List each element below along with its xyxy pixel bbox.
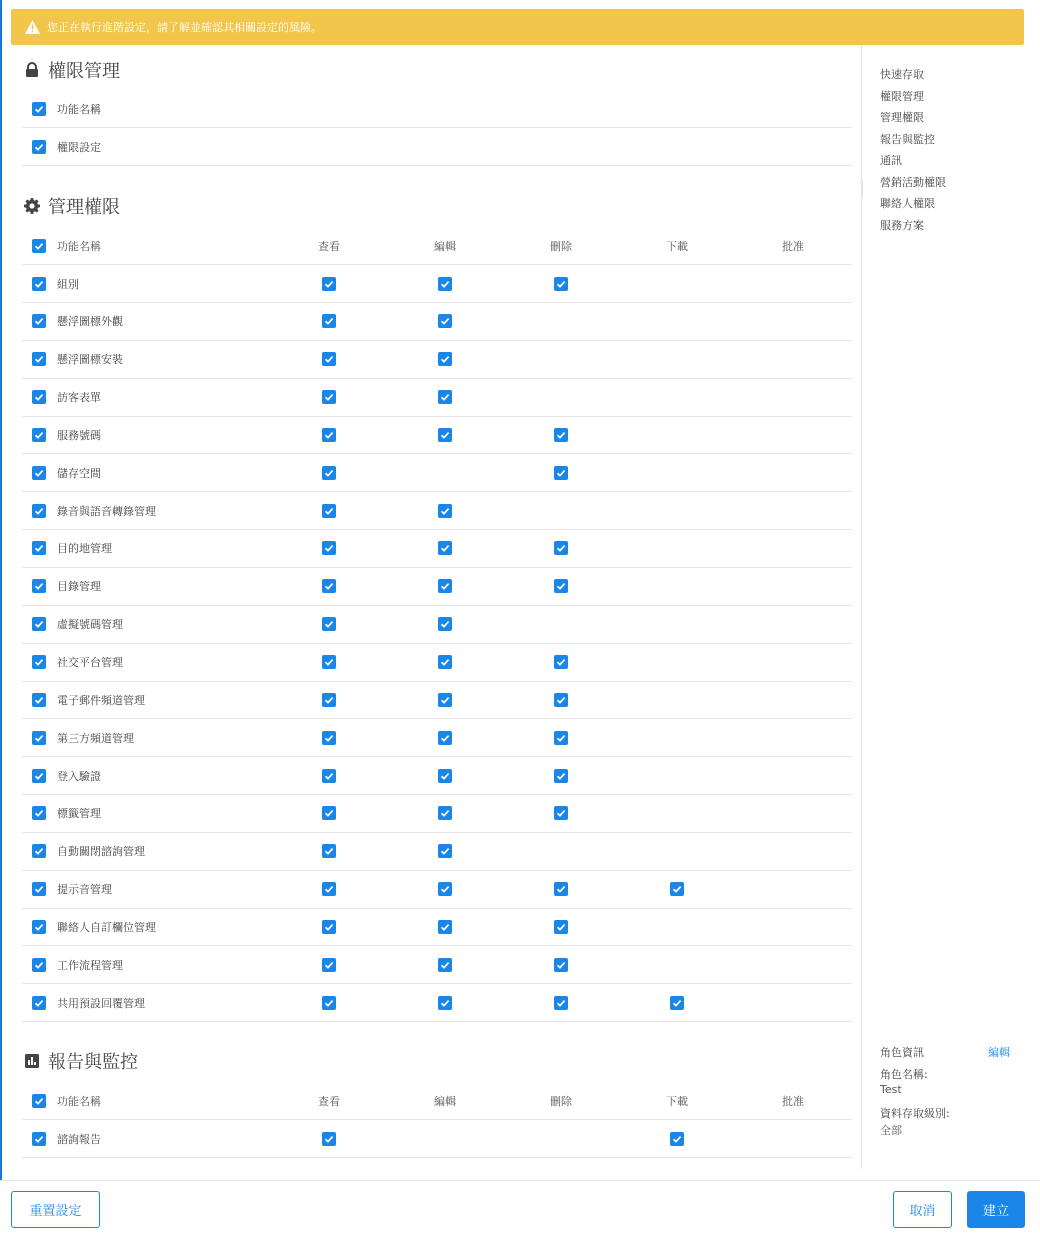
quick-nav bbox=[880, 67, 946, 239]
edit-checkbox[interactable] bbox=[438, 958, 452, 972]
download-checkbox[interactable] bbox=[670, 882, 684, 896]
table-row bbox=[22, 606, 852, 644]
left-accent-bar bbox=[0, 0, 2, 1180]
delete-checkbox[interactable] bbox=[554, 882, 568, 896]
section-title-admin-permissions bbox=[22, 193, 120, 219]
row-label: 標籤管理 bbox=[57, 807, 101, 821]
view-checkbox[interactable] bbox=[322, 655, 336, 669]
edit-checkbox[interactable] bbox=[438, 579, 452, 593]
table-row bbox=[22, 265, 852, 303]
view-checkbox[interactable] bbox=[322, 504, 336, 518]
table-row bbox=[22, 492, 852, 530]
row-checkbox[interactable] bbox=[32, 655, 46, 669]
view-checkbox[interactable] bbox=[322, 466, 336, 480]
download-checkbox[interactable] bbox=[670, 1132, 684, 1146]
row-checkbox[interactable] bbox=[32, 102, 46, 116]
delete-checkbox[interactable] bbox=[554, 466, 568, 480]
row-label: 儲存空間 bbox=[57, 466, 101, 480]
row-checkbox[interactable] bbox=[32, 504, 46, 518]
nav-active-marker bbox=[861, 180, 863, 198]
row-label: 第三方頻道管理 bbox=[57, 731, 134, 745]
download-checkbox[interactable] bbox=[670, 996, 684, 1010]
row-label: 懸浮圖標外觀 bbox=[57, 315, 123, 329]
table-row bbox=[22, 644, 852, 682]
row-label: 功能名稱 bbox=[57, 102, 101, 116]
row-label: 錄音與語音轉錄管理 bbox=[57, 504, 156, 518]
select-all-checkbox[interactable] bbox=[32, 1094, 46, 1108]
delete-checkbox[interactable] bbox=[554, 920, 568, 934]
row-label: 目錄管理 bbox=[57, 580, 101, 594]
column-header-approve: 批准 bbox=[782, 239, 804, 253]
column-header-delete: 刪除 bbox=[550, 239, 572, 253]
delete-checkbox[interactable] bbox=[554, 769, 568, 783]
table-row bbox=[22, 757, 852, 795]
view-checkbox[interactable] bbox=[322, 920, 336, 934]
column-header-view: 查看 bbox=[318, 1094, 340, 1108]
edit-checkbox[interactable] bbox=[438, 352, 452, 366]
row-checkbox[interactable] bbox=[32, 693, 46, 707]
access-level-value: 全部 bbox=[880, 1124, 902, 1137]
bar-chart-icon bbox=[24, 1053, 40, 1069]
table-row bbox=[22, 530, 852, 568]
section-title-text: 權限管理 bbox=[48, 61, 120, 82]
table-row bbox=[22, 341, 852, 379]
delete-checkbox[interactable] bbox=[554, 277, 568, 291]
permission-row bbox=[22, 128, 852, 166]
edit-checkbox[interactable] bbox=[438, 731, 452, 745]
section-title-reports-monitoring bbox=[22, 1048, 138, 1074]
delete-checkbox[interactable] bbox=[554, 958, 568, 972]
footer-bar bbox=[0, 1180, 1040, 1237]
delete-checkbox[interactable] bbox=[554, 693, 568, 707]
delete-checkbox[interactable] bbox=[554, 996, 568, 1010]
view-checkbox[interactable] bbox=[322, 352, 336, 366]
column-header-download: 下載 bbox=[666, 239, 688, 253]
row-label: 權限設定 bbox=[57, 140, 101, 154]
table-row bbox=[22, 568, 852, 606]
reset-button[interactable]: 重置設定 bbox=[11, 1191, 100, 1228]
view-checkbox[interactable] bbox=[322, 541, 336, 555]
role-info-title: 角色資訊 bbox=[880, 1046, 924, 1059]
nav-item-service-plan[interactable]: 服務方案 bbox=[880, 218, 924, 232]
view-checkbox[interactable] bbox=[322, 428, 336, 442]
edit-checkbox[interactable] bbox=[438, 693, 452, 707]
table-row bbox=[22, 833, 852, 871]
view-checkbox[interactable] bbox=[322, 277, 336, 291]
row-label: 目的地管理 bbox=[57, 542, 112, 556]
row-label: 共用預設回覆管理 bbox=[57, 996, 145, 1010]
table-row bbox=[22, 454, 852, 492]
table-row bbox=[22, 719, 852, 757]
row-label: 電子郵件頻道管理 bbox=[57, 693, 145, 707]
row-label: 登入驗證 bbox=[57, 769, 101, 783]
access-level-label: 資料存取級別: bbox=[880, 1107, 950, 1120]
row-checkbox[interactable] bbox=[32, 541, 46, 555]
row-checkbox[interactable] bbox=[32, 617, 46, 631]
nav-item-quick-access[interactable]: 快速存取 bbox=[880, 68, 924, 81]
view-checkbox[interactable] bbox=[322, 806, 336, 820]
nav-item-reports-monitoring[interactable]: 報告與監控 bbox=[880, 132, 935, 146]
row-label: 諮詢報告 bbox=[57, 1132, 101, 1146]
view-checkbox[interactable] bbox=[322, 731, 336, 745]
row-checkbox[interactable] bbox=[32, 466, 46, 480]
select-all-checkbox[interactable] bbox=[32, 239, 46, 253]
table-header-row bbox=[22, 1082, 852, 1120]
row-checkbox[interactable] bbox=[32, 996, 46, 1010]
main-content bbox=[22, 45, 852, 1175]
role-info-panel bbox=[880, 1044, 1010, 1142]
table-header-row bbox=[22, 227, 852, 265]
row-label: 訪客表單 bbox=[57, 391, 101, 405]
gear-icon bbox=[24, 198, 40, 214]
delete-checkbox[interactable] bbox=[554, 579, 568, 593]
sidebar-divider bbox=[861, 45, 862, 1169]
row-label: 服務號碼 bbox=[57, 428, 101, 442]
edit-checkbox[interactable] bbox=[438, 844, 452, 858]
view-checkbox[interactable] bbox=[322, 579, 336, 593]
view-checkbox[interactable] bbox=[322, 693, 336, 707]
delete-checkbox[interactable] bbox=[554, 806, 568, 820]
edit-role-link[interactable]: 編輯 bbox=[988, 1046, 1010, 1059]
row-checkbox[interactable] bbox=[32, 140, 46, 154]
edit-checkbox[interactable] bbox=[438, 996, 452, 1010]
row-checkbox[interactable] bbox=[32, 806, 46, 820]
row-label: 聯絡人自訂欄位管理 bbox=[57, 920, 156, 934]
row-checkbox[interactable] bbox=[32, 731, 46, 745]
row-checkbox[interactable] bbox=[32, 882, 46, 896]
delete-checkbox[interactable] bbox=[554, 731, 568, 745]
row-checkbox[interactable] bbox=[32, 844, 46, 858]
row-checkbox[interactable] bbox=[32, 314, 46, 328]
section-title-permission-management bbox=[22, 57, 120, 83]
cancel-button[interactable]: 取消 bbox=[893, 1191, 952, 1228]
nav-item-permission-management[interactable]: 權限管理 bbox=[880, 89, 924, 103]
delete-checkbox[interactable] bbox=[554, 655, 568, 669]
warning-icon bbox=[24, 19, 41, 35]
column-header-edit: 編輯 bbox=[434, 239, 456, 253]
view-checkbox[interactable] bbox=[322, 390, 336, 404]
edit-checkbox[interactable] bbox=[438, 504, 452, 518]
role-name-value: Test bbox=[880, 1083, 902, 1096]
nav-item-admin-permissions[interactable]: 管理權限 bbox=[880, 111, 924, 124]
warning-text: 您正在執行進階設定，請了解並確認其相關設定的風險。 bbox=[47, 21, 322, 34]
row-checkbox[interactable] bbox=[32, 390, 46, 404]
edit-checkbox[interactable] bbox=[438, 314, 452, 328]
nav-item-campaign-permissions[interactable]: 營銷活動權限 bbox=[880, 175, 946, 189]
table-row bbox=[22, 984, 852, 1022]
column-header-view: 查看 bbox=[318, 239, 340, 253]
row-label: 組別 bbox=[57, 277, 79, 291]
table-row bbox=[22, 379, 852, 417]
edit-checkbox[interactable] bbox=[438, 428, 452, 442]
table-row bbox=[22, 795, 852, 833]
view-checkbox[interactable] bbox=[322, 844, 336, 858]
view-checkbox[interactable] bbox=[322, 617, 336, 631]
edit-checkbox[interactable] bbox=[438, 617, 452, 631]
edit-checkbox[interactable] bbox=[438, 806, 452, 820]
section-title-text: 報告與監控 bbox=[48, 1052, 138, 1073]
edit-checkbox[interactable] bbox=[438, 541, 452, 555]
table-row bbox=[22, 1120, 852, 1158]
row-label: 工作流程管理 bbox=[57, 958, 123, 972]
role-name-label: 角色名稱: bbox=[880, 1068, 928, 1081]
row-checkbox[interactable] bbox=[32, 352, 46, 366]
row-checkbox[interactable] bbox=[32, 277, 46, 291]
edit-checkbox[interactable] bbox=[438, 769, 452, 783]
row-checkbox[interactable] bbox=[32, 769, 46, 783]
column-header-feature: 功能名稱 bbox=[57, 239, 101, 253]
view-checkbox[interactable] bbox=[322, 314, 336, 328]
table-row bbox=[22, 946, 852, 984]
row-checkbox[interactable] bbox=[32, 579, 46, 593]
view-checkbox[interactable] bbox=[322, 882, 336, 896]
nav-item-communication[interactable]: 通訊 bbox=[880, 154, 902, 167]
permission-row bbox=[22, 90, 852, 128]
edit-checkbox[interactable] bbox=[438, 390, 452, 404]
row-checkbox[interactable] bbox=[32, 958, 46, 972]
view-checkbox[interactable] bbox=[322, 996, 336, 1010]
nav-item-contact-permissions[interactable]: 聯絡人權限 bbox=[880, 197, 935, 210]
view-checkbox[interactable] bbox=[322, 769, 336, 783]
view-checkbox[interactable] bbox=[322, 1132, 336, 1146]
section-title-text: 管理權限 bbox=[48, 197, 120, 218]
row-label: 自動關閉諮詢管理 bbox=[57, 845, 145, 859]
table-row bbox=[22, 871, 852, 909]
row-label: 社交平台管理 bbox=[57, 656, 123, 669]
row-label: 虛擬號碼管理 bbox=[57, 618, 123, 632]
delete-checkbox[interactable] bbox=[554, 541, 568, 555]
create-button[interactable]: 建立 bbox=[967, 1191, 1025, 1228]
column-header-edit: 編輯 bbox=[434, 1094, 456, 1108]
edit-checkbox[interactable] bbox=[438, 277, 452, 291]
column-header-approve: 批准 bbox=[782, 1094, 804, 1108]
lock-icon bbox=[24, 62, 40, 78]
edit-checkbox[interactable] bbox=[438, 655, 452, 669]
table-row bbox=[22, 681, 852, 719]
column-header-delete: 刪除 bbox=[550, 1094, 572, 1108]
edit-checkbox[interactable] bbox=[438, 920, 452, 934]
column-header-download: 下載 bbox=[666, 1094, 688, 1108]
column-header-feature: 功能名稱 bbox=[57, 1094, 101, 1108]
warning-banner bbox=[11, 9, 1024, 45]
table-row bbox=[22, 908, 852, 946]
table-row bbox=[22, 303, 852, 341]
row-label: 提示音管理 bbox=[57, 883, 112, 897]
row-checkbox[interactable] bbox=[32, 920, 46, 934]
delete-checkbox[interactable] bbox=[554, 428, 568, 442]
row-checkbox[interactable] bbox=[32, 1132, 46, 1146]
row-checkbox[interactable] bbox=[32, 428, 46, 442]
table-row bbox=[22, 416, 852, 454]
edit-checkbox[interactable] bbox=[438, 882, 452, 896]
row-label: 懸浮圖標安裝 bbox=[57, 353, 123, 367]
view-checkbox[interactable] bbox=[322, 958, 336, 972]
